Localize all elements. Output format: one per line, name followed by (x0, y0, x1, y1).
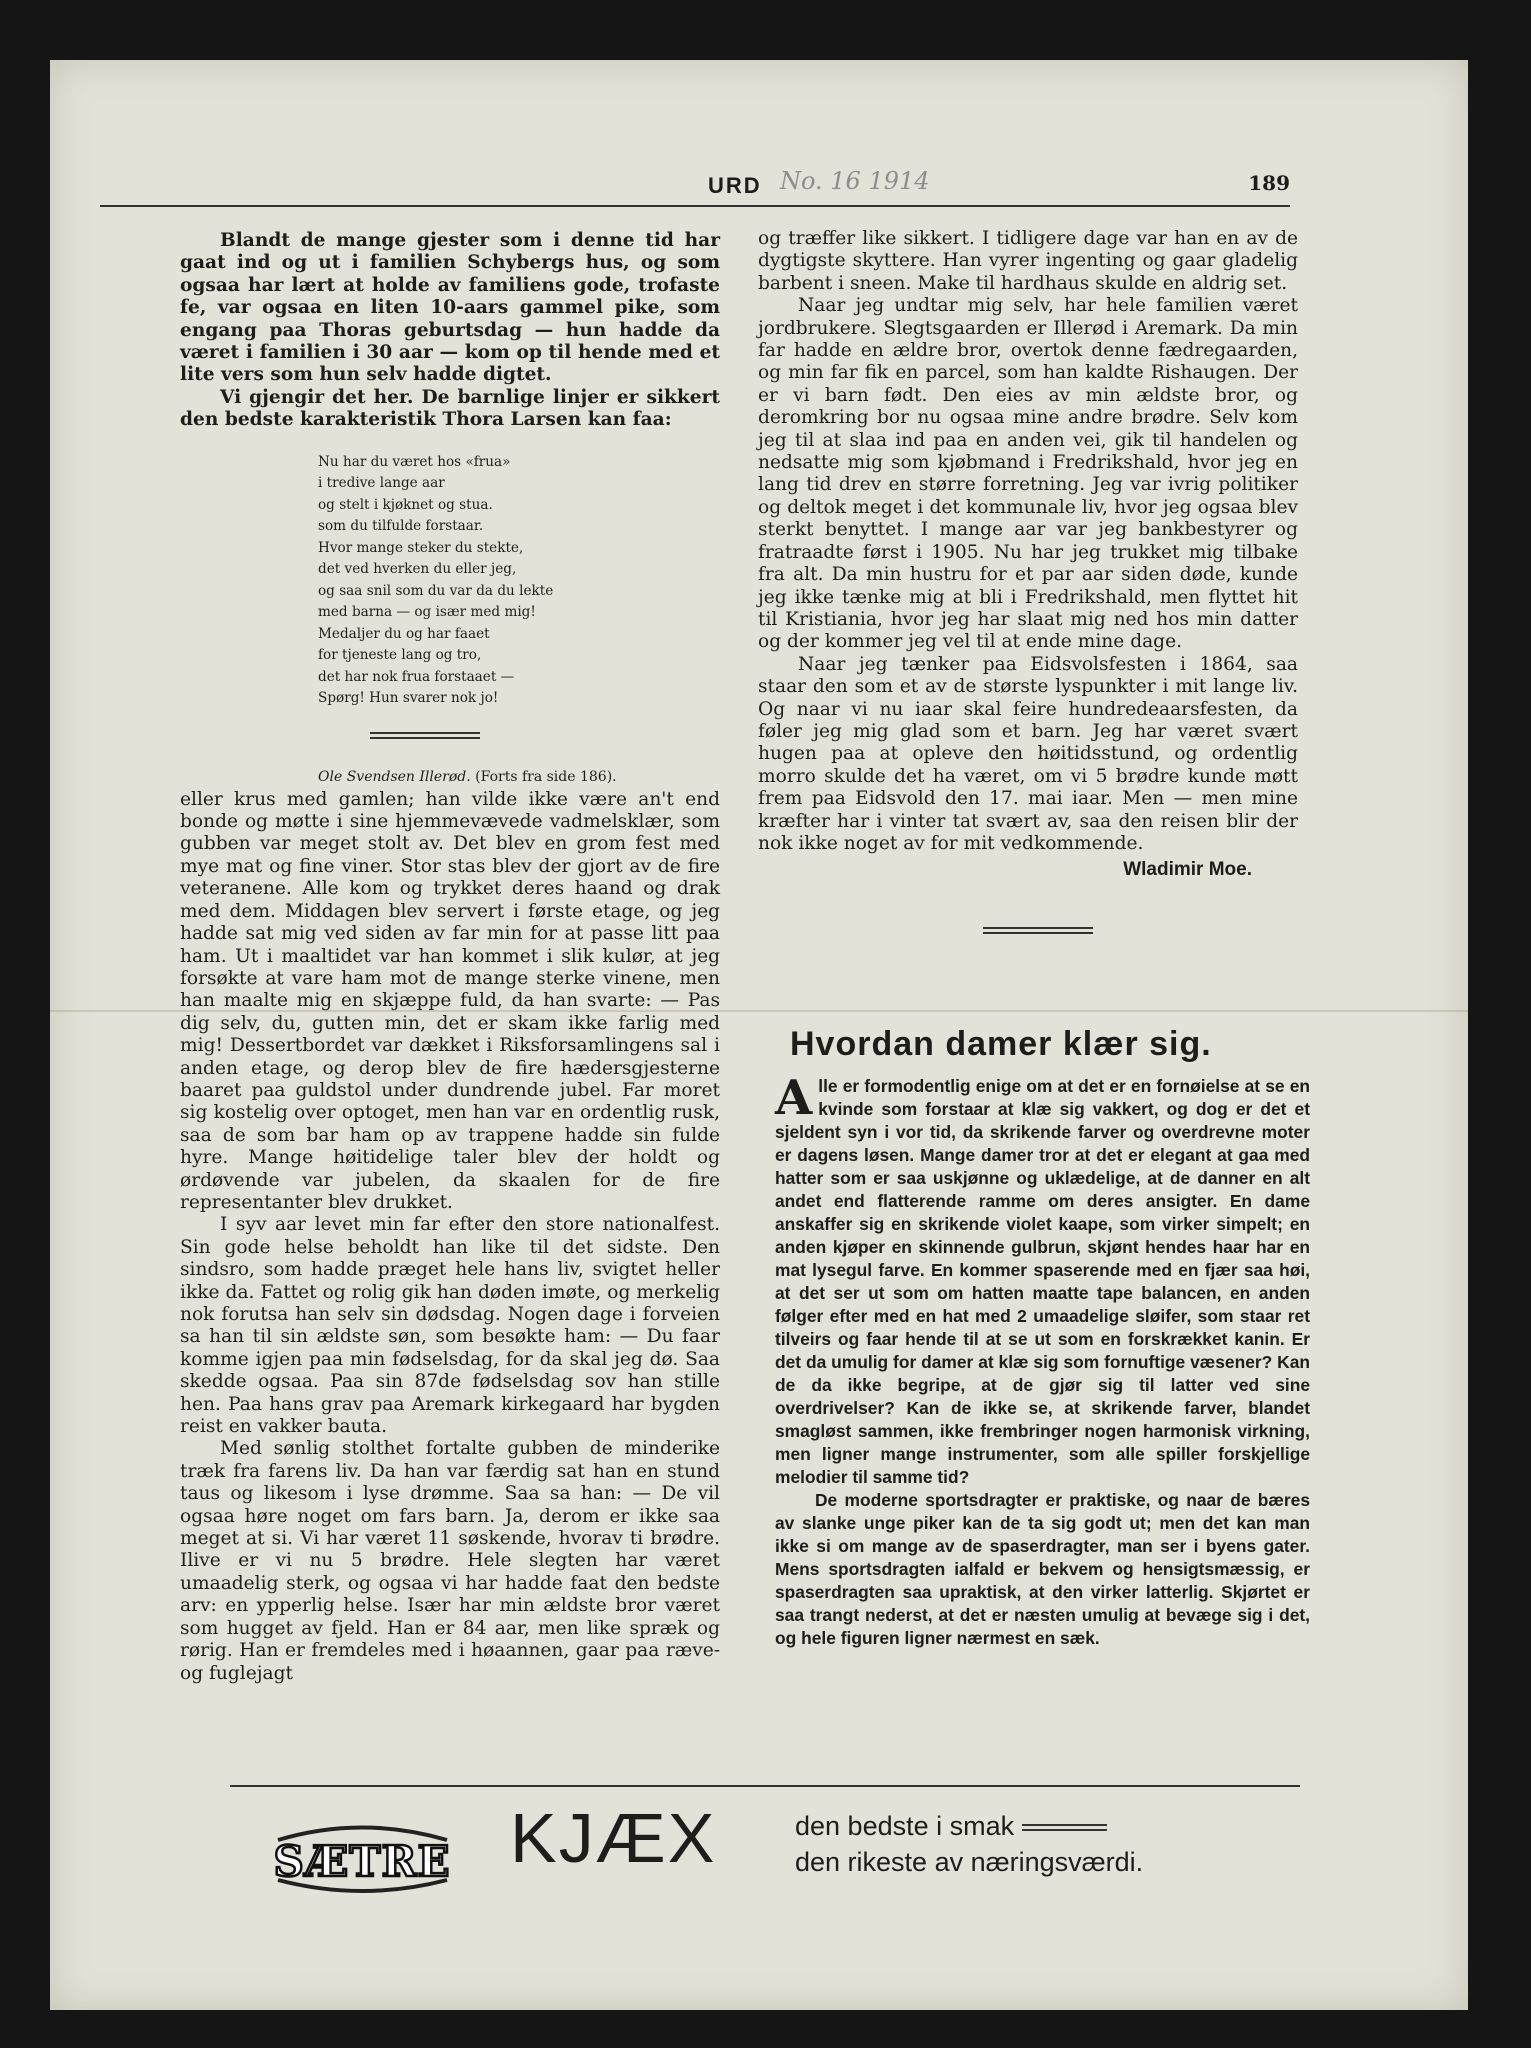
tagline-dash (1022, 1824, 1107, 1831)
story-paragraph: Med sønlig stolthet fortalte gubben de minderike træk fra farens liv. Da han var færdig sat han en stund taus og likesom i lyse drømme. Saa sa han: — De vil ogsaa høre noget om fars barn. Ja, derom er ikke saa meget at si. Vi har været 11 søskende, hvorav ti brødre. Ilive er vi nu 5 brødre. Hele slegten har været umaadelig sterk, og ogsaa vi har hadde faat den bedste arv: en ypperlig helse. Især har min ældste bror været som hugget av fjeld. Han er 84 aar, men like spræk og rørig. Han er fremdeles med i høaannen, gaar paa ræve- og fuglejagt (180, 1438, 720, 1684)
article-headline: Hvordan damer klær sig. (790, 1025, 1212, 1063)
section-divider (983, 932, 1093, 934)
poem-line: i tredive lange aar (318, 475, 445, 492)
poem-line: Hvor mange steker du stekte, (318, 539, 524, 556)
poem-line: det ved hverken du eller jeg, (318, 561, 517, 578)
page-header (100, 165, 1290, 205)
story-paragraph: I syv aar levet min far efter den store nationalfest. Sin gode helse beholdt han like til det sidste. Den sindsro, som hadde præget hele hans liv, svigtet heller ikke da. Fattet og rolig gik han døden imøte, og merkelig nok forutsa han selv sin dødsdag. Nogen dage i forveien sa han til sin ældste søn, som besøkte ham: — Du faar komme igjen paa min fødselsdag, for da skal jeg dø. Saa skedde ogsaa. Paa sin 87de fødselsdag sov han stille hen. Paa hans grav paa Aremark kirkegaard har bygden reist en vakker bauta. (180, 1214, 720, 1438)
svg-text:SÆTRE: SÆTRE (273, 1837, 451, 1886)
poem-line: som du tilfulde forstaar. (318, 518, 484, 535)
saetre-logo (270, 1810, 455, 1905)
handwritten-issue-note: No. 16 1914 (780, 167, 930, 195)
fashion-article (775, 1070, 1310, 1650)
section-divider (370, 732, 480, 734)
right-column (758, 228, 1298, 934)
story-byline (318, 769, 720, 785)
header-rule (100, 205, 1290, 207)
tagline-line: den bedste i smak (795, 1811, 1015, 1841)
left-column (180, 230, 720, 1685)
poem-line: og saa snil som du var da du lekte (318, 582, 554, 599)
page-number: 189 (1248, 171, 1290, 195)
advertisement-brand: KJÆX (510, 1799, 717, 1877)
story-paragraph: Naar jeg undtar mig selv, har hele familien været jordbrukere. Slegtsgaarden er Illerød i Aremark. Da min far hadde en ældre bror, overtok denne fædregaarden, og min far fik en parcel, som han kaldte Rishaugen. Der er vi barn født. Den eies av min ældste bror, og deromkring bor nu ogsaa mine andre brødre. Selv kom jeg til at slaa ind paa en anden vei, gik til handelen og nedsatte mig som kjøbmand i Fredrikshald, hvor jeg en lang tid drev en større forretning. Jeg var ivrig politiker og deltok meget i det kommunale liv, hvor jeg ogsaa blev sterkt benyttet. I mange aar var jeg bankbestyrer og fratraadte først i 1905. Nu har jeg trukket mig tilbake fra alt. Da min hustru for et par aar siden døde, kunde jeg ikke tænke mig at bli i Fredrikshald, men flyttet hit til Kristiania, hvor jeg har slaat mig ned hos min datter og der kommer jeg vel til at ende mine dage. (758, 295, 1298, 653)
saetre-logo-image (270, 1810, 455, 1905)
poem-line: Spørg! Hun svarer nok jo! (318, 690, 499, 707)
author-signature: Wladimir Moe. (1123, 859, 1252, 881)
poem-line: Nu har du været hos «frua» (318, 453, 511, 470)
poem-line: med barna — og især med mig! (318, 604, 536, 621)
article-paragraph: De moderne sportsdragter er praktiske, og naar de bæres av slanke unge piker kan de ta sig godt ut; men det kan man ikke si om mange av de spaserdragter, man ser i byens gater. Mens sportsdragten ialfald er bekvem og hensigtsmæssig, er spaserdragten saa upraktisk, at den virker latterlig. Skjørtet er saa trangt nederst, at det er næsten umulig at bevæge sig i det, og hele figuren ligner nærmest en sæk. (775, 1490, 1310, 1648)
poem-line: Medaljer du og har faaet (318, 625, 490, 642)
story-paragraph: og træffer like sikkert. I tidligere dage var han en av de dygtigste skyttere. Han vyrer ingenting og gaar gladelig barbent i sneen. Make til hardhaus skulde en aldrig set. (758, 228, 1298, 294)
article-paragraph (775, 1070, 1310, 1489)
story-paragraph: Naar jeg tænker paa Eidsvolsfesten i 1864, saa staar den som et av de største lyspunkter i mit lange liv. Og naar vi nu iaar skal feire hundredeaarsfesten, da føler jeg mig glad som et barn. Jeg har været svært hugen paa at opleve den høitidsstund, og ordentlig morro skulde det ha været, om vi 5 brødre kunde møtt frem paa Eidsvold den 17. mai iaar. Men — men mine kræfter har i vinter tat svært av, saa den reisen blir der nok ikke noget av for mit vedkommende. (758, 653, 1298, 854)
article-text: lle er formodentlig enige om at det er en fornøielse at se en kvinde som forstaar at klæ sig vakkert, og dog er det et sjeldent syn i vor tid, da skrikende farver og overdrevne moter er dagens løsen. Mange damer tror at det er elegant at gaa med hatter som er saa uskjønne og uklædelige, at de danner en alt andet end flatterende ramme om deres ansigter. En dame anskaffer sig en skrikende violet kaape, som virker simpelt; en anden kjøper en skinnende gulbrun, skjønt hendes haar har en mat lysegul farve. En kommer spaserende med en fjær saa høi, at det ser ut som om hatten maatte tape balancen, en anden følger efter med en hat med 2 umaadelige sløifer, som staar ret tilveirs og faar hende til at se ut som en forskrækket kanin. Er det da umulig for damer at klæ sig som fornuftige væsener? Kan de da ikke begripe, at de gjør sig til latter ved sine overdrivelser? Kan de ikke se, at skrikende farver, blandet smagløst sammen, ikke frembringer nogen harmonisk virkning, men ligner mange instrumenter, som alle spiller forskjellige melodier til samme tid? (775, 1076, 1310, 1487)
section-divider (983, 927, 1093, 929)
advertisement-rule (230, 1785, 1300, 1787)
poem (318, 452, 720, 710)
byline-name: Ole Svendsen Illerød. (318, 768, 471, 785)
section-divider (370, 737, 480, 739)
continued-note: (Forts fra side 186). (475, 768, 617, 785)
intro-paragraph: Blandt de mange gjester som i denne tid har gaat ind og ut i familien Schybergs hus, og som ogsaa har lært at holde av familiens gode, trofaste fe, var ogsaa en liten 10-aars gammel pike, som engang paa Thoras geburtsdag — hun hadde da været i familien i 30 aar — kom op til hende med et lite vers som hun selv hadde digtet. (180, 230, 720, 386)
advertisement-tagline (795, 1808, 1143, 1880)
intro-paragraph: Vi gjengir det her. De barnlige linjer er sikkert den bedste karakteristik Thora Larsen kan faa: (180, 386, 720, 431)
drop-cap: A (775, 1070, 813, 1126)
poem-line: og stelt i kjøknet og stua. (318, 496, 493, 513)
publication-title: URD (708, 173, 762, 198)
poem-line: det har nok frua forstaaet — (318, 668, 515, 685)
tagline-line: den rikeste av næringsværdi. (795, 1847, 1144, 1877)
poem-line: for tjeneste lang og tro, (318, 647, 482, 664)
story-paragraph: eller krus med gamlen; han vilde ikke være an't end bonde og møtte i sine hjemmevævede vadmelsklær, som gubben var meget stolt av. Det blev en grom fest med mye mat og fine viner. Stor stas blev der gjort av de fire veteranene. Alle kom og trykket deres haand og drak med dem. Middagen blev servert i første etage, og jeg hadde sat mig ved siden av far min for at passe litt paa ham. Ut i maaltidet var han kommet i slik kulør, at jeg forsøkte at vare ham mot de mange sterke vinene, men han maalte mig en skjæppe fuld, da han svarte: — Pas dig selv, du, gutten min, det er skam ikke farlig med mig! Dessertbordet var dækket i Riksforsamlingens sal i anden etage, og derop blev de fire hædersgjesterne baaret paa guldstol under dundrende jubel. Far moret sig kostelig over optoget, men han var en ordentlig rusk, saa de som bar ham op av trappene hadde sin fulde hyre. Mange høitidelige taler blev der holdt og ørdøvende var jubelen, da skaalen for de fire representanter blev drukket. (180, 788, 720, 1213)
